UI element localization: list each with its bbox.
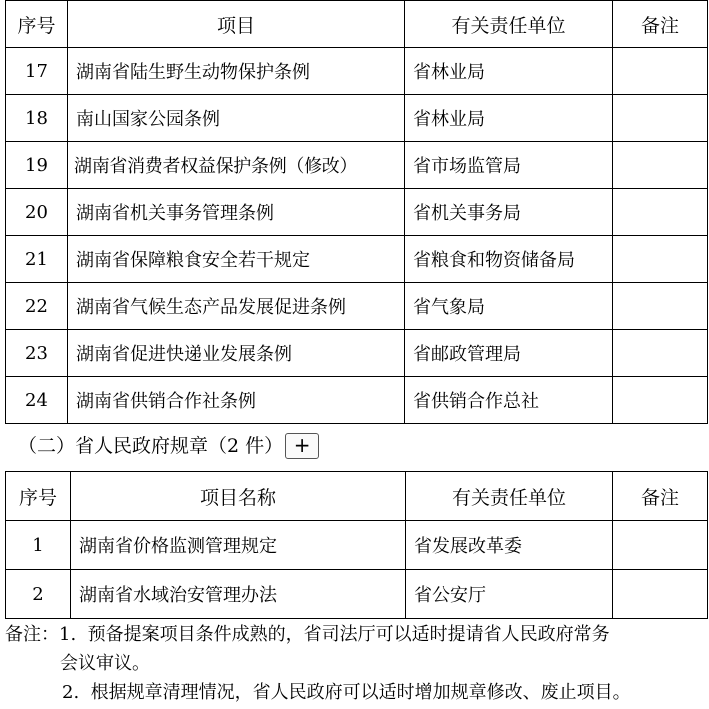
row-item: 湖南省促进快递业发展条例 [68, 330, 405, 377]
row-item: 湖南省消费者权益保护条例（修改） [68, 142, 405, 189]
row-number: 20 [6, 189, 68, 236]
row-number: 19 [6, 142, 68, 189]
row-note [613, 142, 708, 189]
row-item: 湖南省水域治安管理办法 [71, 570, 406, 619]
row-unit: 省粮食和物资储备局 [405, 236, 613, 283]
header-remarks: 备注 [613, 1, 708, 48]
note-text: 会议审议。 [60, 653, 150, 674]
regulations-table [5, 0, 708, 424]
row-note [613, 330, 708, 377]
row-number: 22 [6, 283, 68, 330]
header-number: 序号 [6, 1, 68, 48]
row-note [613, 189, 708, 236]
row-unit: 省气象局 [405, 283, 613, 330]
row-note [613, 283, 708, 330]
row-item: 南山国家公园条例 [68, 95, 405, 142]
table-row [6, 95, 708, 142]
table-row [6, 377, 708, 424]
row-unit: 省供销合作总社 [405, 377, 613, 424]
row-note [613, 236, 708, 283]
table-row [6, 330, 708, 377]
row-unit: 省公安厅 [406, 570, 613, 619]
row-note [613, 521, 708, 570]
table-row [6, 142, 708, 189]
row-unit: 省林业局 [405, 95, 613, 142]
header-item-name: 项目名称 [71, 472, 406, 521]
table-row [6, 283, 708, 330]
row-number: 18 [6, 95, 68, 142]
notes-prefix: 备注： [5, 624, 59, 645]
table-row [6, 521, 708, 570]
table-header-row [6, 1, 708, 48]
row-number: 21 [6, 236, 68, 283]
table-row [6, 189, 708, 236]
table-row [6, 236, 708, 283]
note-text: 预备提案项目条件成熟的，省司法厅可以适时提请省人民政府常务 [87, 624, 610, 645]
row-unit: 省发展改革委 [406, 521, 613, 570]
row-item: 湖南省价格监测管理规定 [71, 521, 406, 570]
note-number: 2. [62, 682, 80, 703]
row-number: 23 [6, 330, 68, 377]
header-item: 项目 [68, 1, 405, 48]
header-remarks: 备注 [613, 472, 708, 521]
header-number: 序号 [6, 472, 71, 521]
row-number: 2 [6, 570, 71, 619]
row-number: 1 [6, 521, 71, 570]
table-header-row [6, 472, 708, 521]
table-row [6, 570, 708, 619]
header-responsible-unit: 有关责任单位 [406, 472, 613, 521]
government-rules-table [5, 471, 708, 619]
section-heading-government-rules [18, 428, 319, 464]
row-note [613, 48, 708, 95]
remarks-block [5, 620, 709, 707]
section-title: （二）省人民政府规章（2 件） [18, 435, 284, 457]
row-item: 湖南省机关事务管理条例 [68, 189, 405, 236]
note-text: 根据规章清理情况，省人民政府可以适时增加规章修改、废止项目。 [90, 682, 631, 703]
table-row [6, 48, 708, 95]
note-item [5, 620, 709, 649]
row-item: 湖南省保障粮食安全若干规定 [68, 236, 405, 283]
row-item: 湖南省供销合作社条例 [68, 377, 405, 424]
row-note [613, 377, 708, 424]
row-unit: 省市场监管局 [405, 142, 613, 189]
row-unit: 省林业局 [405, 48, 613, 95]
row-number: 17 [6, 48, 68, 95]
note-item-continuation [5, 649, 709, 678]
row-unit: 省邮政管理局 [405, 330, 613, 377]
row-note [613, 570, 708, 619]
row-unit: 省机关事务局 [405, 189, 613, 236]
note-item [5, 678, 709, 707]
header-responsible-unit: 有关责任单位 [405, 1, 613, 48]
row-number: 24 [6, 377, 68, 424]
row-item: 湖南省气候生态产品发展促进条例 [68, 283, 405, 330]
note-number: 1. [59, 624, 77, 645]
row-item: 湖南省陆生野生动物保护条例 [68, 48, 405, 95]
row-note [613, 95, 708, 142]
expand-button[interactable]: + [285, 433, 319, 459]
